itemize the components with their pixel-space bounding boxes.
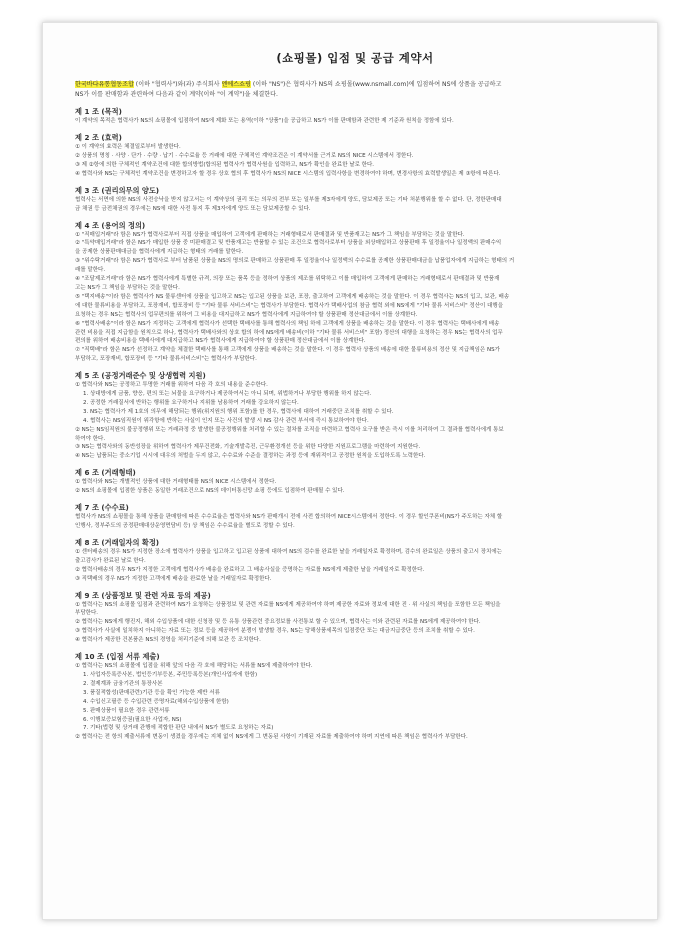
intro-line-2: NS가 이를 판매함과 관련하여 다음과 같이 계약(이하 "이 계약")을 체결한다. — [75, 90, 278, 98]
article-paragraph: ① 센터배송의 경우 NS가 지정한 장소에 협력사가 상품을 입고하고 입고된 상품에 대하여 NS의 검수를 완료한 날을 거래일자로 확정하며, 검수의 완료일은 상품의 출고시 장치에는 — [75, 548, 502, 555]
article-paragraph: 편의를 위하여 배송비용을 택배사에게 대지급하고 NS가 협력사에게 지급하여야 할 상품판매 정산대금에서 이를 상계한다. — [75, 338, 366, 345]
document-page — [42, 22, 658, 920]
article-paragraph: 금 채권 등 금전채권의 경우에는 NS에 대한 사전 통지 후 제3자에게 양도 또는 담보제공할 수 있다. — [75, 205, 311, 212]
article-paragraph: 6. 이행보증보험증권(필요한 사업자, NS) — [83, 716, 182, 723]
article-paragraph: ② 협력사는 NS에게 행진지, 해외 수입상품에 대한 신청장 및 등 유통 상품관련 중요정보를 사전통보 할 수 있으며, 협력사는 이와 관련된 자료를 NS에게 제공하여야 한다. — [75, 619, 481, 626]
article-8 — [75, 538, 635, 584]
article-paragraph: ③ "위수탁거래"라 함은 NS가 협력사로 부터 남품된 상품을 NS의 명의로 판매하고 상품판매 후 일정율이나 일정액의 수수료를 공제한 상품판매대금을 납품업자에게 지급하는 형태의 거 — [75, 258, 515, 265]
article-paragraph: 이 계약의 목적은 협력사가 NS의 쇼핑몰에 입점하여 NS에 제화 또는 용역(이하 "상품")을 공급하고 NS가 이를 판매함과 관련한 제 기준과 원칙을 정함에 있다. — [75, 118, 454, 125]
article-4 — [75, 221, 635, 365]
article-paragraph: ② "특약매입거래"라 함은 NS가 매입한 상품 중 미판매결고 및 반품재고는 반품할 수 있는 조건으로 협력사로부터 상품을 외상매입하고 상품판매 후 일정율이나 일정액의 판매수익 — [75, 240, 502, 247]
article-6 — [75, 468, 635, 496]
article-heading: 제 4 조 (용어의 정의) — [75, 220, 146, 230]
article-paragraph: 을 공제한 상품판매대금을 협력사에게 지급하는 형태의 거래를 말한다. — [75, 249, 244, 256]
article-2 — [75, 133, 635, 179]
article-paragraph: 3. NS는 협력사가 제 1호의 의무에 해당되는 행위(위지원의 행위 포함)를 한 경우, 협력사에 대하여 거래중단 조치를 취할 수 있다. — [83, 408, 394, 415]
article-heading: 제 6 조 (거래형태) — [75, 468, 136, 478]
article-paragraph: ④ NS는 납품되는 중소기업 시시에 대우의 처벌을 두지 않고, 수수료와 수준을 결정하는 과정 등에 재위적이고 공정한 원칙을 도입하도록 노력한다. — [75, 453, 426, 460]
article-paragraph: ④ 협력사와 NS는 구체적인 계약조건을 변경하고자 할 경우 상호 협의 후 협력사가 NS의 NICE 시스템의 입력사항을 변경하여야 하며, 변경사항의 효력발생일은 제 ③항에 따른다. — [75, 170, 501, 177]
article-heading: 제 5 조 (공정거래준수 및 상생협력 지원) — [75, 371, 206, 381]
article-paragraph: 부담하고, 포장재비, 합포장비 등 "기타 물류서비스비"는 협력사가 부담한다. — [75, 356, 257, 363]
article-heading: 제 10 조 (입점 서류 제출) — [75, 652, 160, 662]
article-paragraph: ③ 직택배의 경우 NS가 지정한 고객에게 배송을 완료한 날을 거래일자로 확정한다. — [75, 575, 272, 582]
article-paragraph: ② 협력사는 전 항의 제출서류에 변동이 생겼을 경우에는 지체 없이 NS에게 그 변동된 사항이 기재된 자료를 제출하여야 하며 지연에 따른 책임은 협력사가 부담한다. — [75, 734, 468, 741]
article-paragraph: 관련 비용을 직접 지급함을 원칙으로 하나, 협력사가 택배사와의 상호 합의 하에 NS에게 배송비(이하 "기타 물류 서비스비" 포함) 정산의 대행을 요청하는 경우 NS는 협력사의 업무 — [75, 329, 503, 336]
highlighted-party-supplier: 한국바다유통협동조합 — [75, 81, 134, 88]
document-title: (쇼핑몰) 입점 및 공급 계약서 — [276, 51, 434, 65]
article-paragraph: ① 협력사는 NS의 쇼핑몰 입점과 관련하여 NS가 요청하는 상품정보 및 관련 자료를 NS에게 제공하여야 하며 제공한 자료와 정보에 대한 진 · 위 사실의 책임을 포함한 모든 책임을 — [75, 601, 501, 608]
intro-text-a: (이하 "협력사")와(과) 주식회사 — [133, 81, 222, 88]
article-paragraph: 1. 상대방에게 금품, 향응, 편의 또는 뇌물을 요구하거나 제공하여서는 아니 되며, 위법하거나 부당한 행위를 하지 않는다. — [83, 391, 372, 398]
article-paragraph: ② 상품의 명칭 · 사양 · 단가 · 수량 · 납기 · 수수료율 등 거래에 대한 구체적인 계약조건은 이 계약서를 근거로 NS의 NICE 시스템에서 정한다. — [75, 153, 414, 159]
article-paragraph: 3. 품질적합성(판매관련)기관 등을 확인 가능한 제반 서류 — [83, 689, 220, 696]
article-heading: 제 2 조 (효력) — [75, 133, 122, 143]
article-paragraph: ① 협력사는 NS의 쇼핑몰에 입점을 위해 앞의 다음 각 호에 해당하는 서류를 NS에 제출하여야 한다. — [75, 663, 313, 670]
document-body — [75, 50, 635, 749]
article-paragraph: 부담한다. — [75, 610, 99, 617]
article-paragraph: 7. 기타(법령 및 상거래 관행에 적합한 판단 내에서 NS가 별도로 요청하는 자료) — [83, 725, 274, 732]
article-paragraph: ④ "조달제조거래"라 함은 NS가 협력사에게 특별한 규격, 의장 또는 품목 등을 정하여 상품의 제조를 위탁하고 이를 매입하여 고객에게 판매하는 거래형태로서 판매결과 및 반품재 — [75, 276, 500, 283]
article-paragraph: 2. 공정한 거래질서에 반하는 행위를 요구하거나 지위를 남용하여 거래를 강요하지 않는다. — [83, 399, 299, 406]
intro-text-b: (이하 "NS")은 협력사가 NS의 쇼핑몰(www.nsmall.com)에 입점하여 NS에 상품을 공급하고 — [250, 81, 502, 88]
article-paragraph: ⑦ "직택배"라 함은 NS가 선정하고 계약을 체결한 택배사를 통해 고객에게 상품을 배송하는 것을 말한다. 이 경우 협력사 상품의 배송에 대한 물류비용의 정산 및 지급책임은 NS가 — [75, 347, 500, 354]
article-paragraph: 요청하는 경우 NS는 협력사의 업무편의를 위하여 그 비용을 대지급하고 NS가 협력사에게 지급하여야 할 상품판매 정산대금에서 이를 상계한다. — [75, 311, 418, 318]
article-paragraph: 래를 말한다. — [75, 267, 106, 274]
intro-paragraph — [75, 80, 635, 99]
article-paragraph: ⑤ "택지배송"이라 함은 협력사가 NS 물류센터에 상품을 입고하고 NS는 입고된 상품을 보관, 포장, 출고하여 고객에게 배송하는 것을 말한다. 이 경우 협력사는 NS의 입고, 보관, 배송 — [75, 293, 510, 300]
article-9 — [75, 591, 635, 646]
article-paragraph: 협력사가 NS의 쇼핑몰을 통해 상품을 판매함에 따른 수수료율은 협력사와 NS가 판매개시 전에 사전 합의하여 NICE시스템에서 정한다. 이 경우 할인쿠폰비(NS가 주도하는 자체 할 — [75, 514, 503, 521]
article-paragraph: ③ NS는 협력사와의 동반성장을 위하여 협력사가 제무건전화, 기술개발촉진, 근무환경개선 등을 위한 다양한 지원프로그램을 마련하여 지원한다. — [75, 444, 421, 451]
article-paragraph: ① 이 계약의 효력은 체결일로부터 발생한다. — [75, 144, 181, 151]
article-5 — [75, 371, 635, 461]
article-10 — [75, 652, 635, 742]
articles-container — [75, 107, 635, 742]
article-paragraph: ① 협력사와 NS는 공정하고 투명한 거래를 위하여 다음 각 호의 내용을 준수한다. — [75, 382, 268, 389]
article-paragraph: ⑥ "협력사배송"이라 함은 NS가 지정하는 고객에게 협력사가 선택한 택배사를 통해 협력사의 책임 하에 고객에게 상품을 배송하는 것을 말한다. 이 경우 협력사는 택배사에게 배송 — [75, 320, 500, 327]
article-paragraph: ② NS는 NS임직원의 불공정행위 또는 거래과정 중 발생한 불공정행위를 처리할 수 있는 절차를 조직을 마련하고 협력사 요구를 받은 즉시 이를 처리하여 그 결과를 협력사에게 통보 — [75, 426, 504, 433]
article-paragraph: ④ 협력사가 제공한 건본품은 NS의 경영을 처리기준에 의해 보관 등 조치한다. — [75, 637, 261, 644]
article-paragraph: 4. 수입신고필증 등 수입관련 증명자료(해외수입상품에 한함) — [83, 698, 229, 705]
article-paragraph: 고는 NS가 그 책임을 부담하는 것을 말한다. — [75, 284, 180, 291]
article-paragraph: ② NS의 쇼핑몰에 입점한 상품은 동일한 거래조건으로 NS의 데이터통신망 쇼핑 등에도 입점하여 판매될 수 있다. — [75, 488, 345, 495]
article-paragraph: 출고검사가 완료된 날로 한다. — [75, 557, 146, 564]
article-paragraph: 4. 협력사는 NS임직원이 위각항에 반하는 사실이 인지 또는 사건의 발생 시 NS 감사 관련 부서에 즉시 통보하여야 한다. — [83, 417, 369, 424]
article-paragraph: 협력사는 서면에 의한 NS의 사전승낙을 받지 않고서는 이 계약상의 권리 또는 의무의 전부 또는 일부를 제3자에게 양도, 담보제공 또는 기타 처분행위를 할 수 없다. 단, 정한판매대 — [75, 196, 502, 203]
article-heading: 제 3 조 (권리의무의 양도) — [75, 185, 160, 195]
article-paragraph: ③ 제 ②항에 의한 구체적인 계약조건에 대한 합의방법(합의된 협력사가 협력사원을 입력하고, NS가 확인을 완료한 날로 한다. — [75, 161, 375, 168]
article-paragraph: 에 대한 물류비용을 부담하고, 포장재비, 합포장비 등 "기타 물류 서비스비"는 협력사가 부담한다. 협력사가 택배사업의 참금 협력 외에 NS에게 "기타 물류 서비스비" 정산이 대행을 — [75, 302, 504, 309]
article-paragraph: ③ 협력사가 사실에 일치하지 아니하는 자료 또는 정보 등을 제공하여 분쟁이 발생할 경우, NS는 당해상품세목의 입점중단 또는 대금지급중단 등의 조치를 취할 수 있다. — [75, 628, 475, 635]
article-paragraph: 인행사, 정부주도의 공정판매대상운영면담비 등) 상 책임은 수수료율을 별도로 정할 수 있다. — [75, 523, 295, 529]
article-heading: 제 9 조 (상품정보 및 관련 자료 등의 제공) — [75, 590, 211, 600]
article-paragraph: 5. 판매상품이 필요한 경우 관련서류 — [83, 707, 170, 714]
article-paragraph: 하여야 한다. — [75, 435, 106, 442]
article-paragraph: ① 협력사와 NS는 개별적인 상품에 대한 거래형태를 NS의 NICE 시스템에서 정한다. — [75, 479, 277, 486]
highlighted-party-ns: 엔에스쇼핑 — [221, 81, 251, 88]
article-paragraph: ① "직매입거래"라 함은 NS가 협력사로부터 직접 상품을 매입하여 고객에게 판매하는 거래형태로서 판매결과 및 반품재고는 NS가 그 책임을 부담하는 것을 말한다. — [75, 231, 465, 238]
article-heading: 제 7 조 (수수료) — [75, 503, 129, 513]
article-1 — [75, 107, 635, 126]
article-heading: 제 8 조 (거래일자의 확정) — [75, 537, 160, 547]
article-7 — [75, 503, 635, 531]
article-3 — [75, 186, 635, 214]
article-paragraph: 2. 결제계좌 금융기관의 통장사본 — [83, 680, 163, 687]
article-paragraph: 1. 사업자등록증사본, 법인등기부등본, 주민등록등본(개인사업자에 한함) — [83, 671, 258, 678]
article-paragraph: ② 협력사배송의 경우 NS가 지정한 고객에게 협력사가 배송을 완료하고 그 배송사실을 증명하는 자료를 NS에게 제출한 날을 거래일자로 확정한다. — [75, 566, 425, 573]
article-heading: 제 1 조 (목적) — [75, 107, 122, 117]
